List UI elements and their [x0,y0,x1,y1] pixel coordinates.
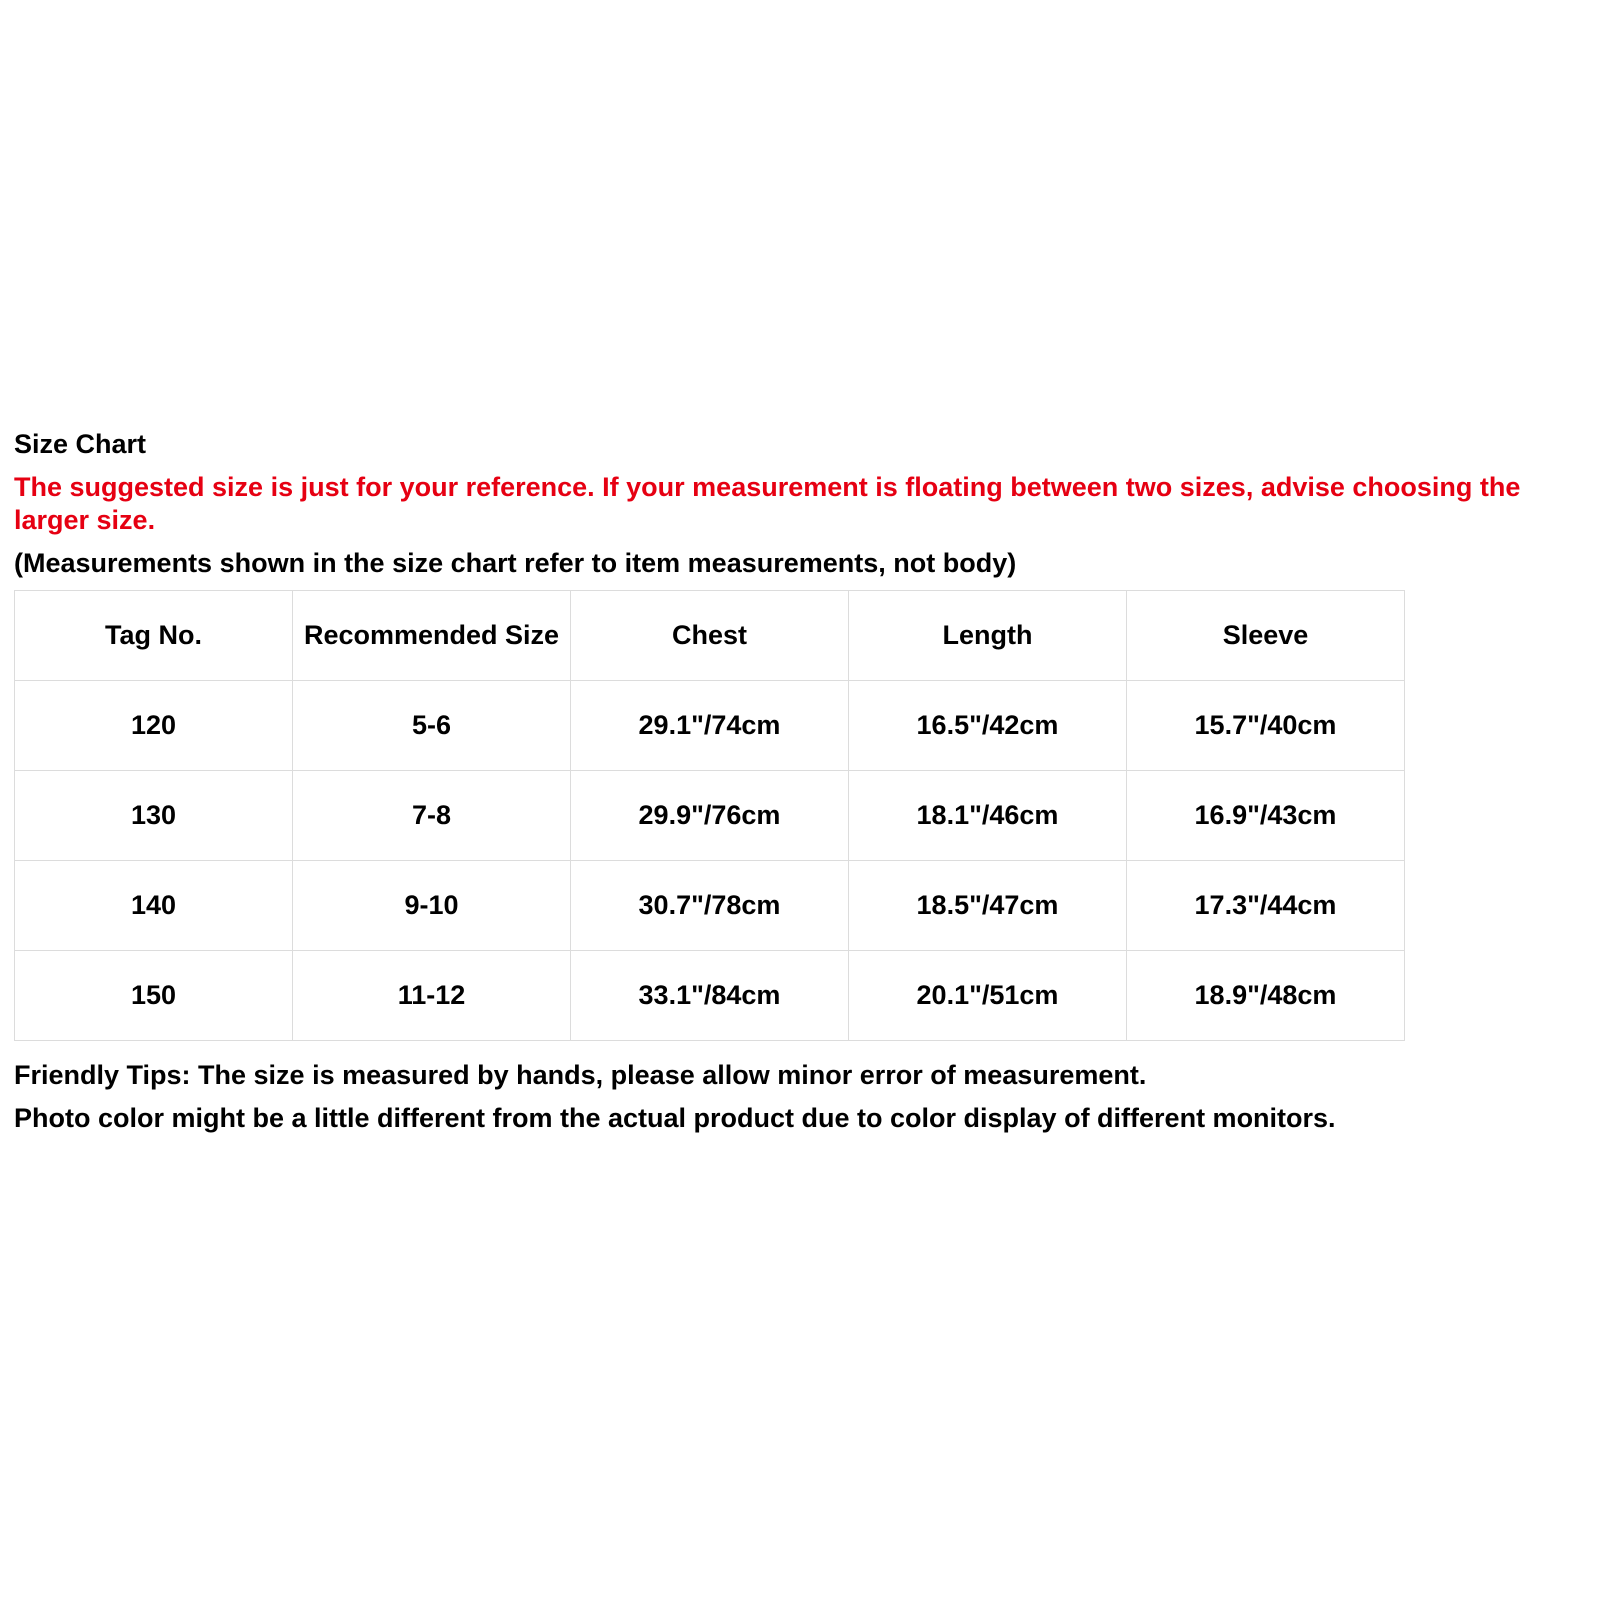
color-disclaimer: Photo color might be a little different from the actual product due to color display of different monitors. [14,1103,1336,1133]
cell-recommended-size: 11-12 [293,951,571,1041]
size-notice: The suggested size is just for your reference. If your measurement is floating between two sizes, advise choosing the larger size. [14,472,1521,535]
cell-length: 18.1"/46cm [849,771,1127,861]
footer-notes [14,1058,1574,1144]
cell-chest: 29.9"/76cm [571,771,849,861]
column-header-length: Length [849,591,1127,681]
column-header-tag-no: Tag No. [15,591,293,681]
measurement-note: (Measurements shown in the size chart refer to item measurements, not body) [14,548,1017,578]
size-chart-header [14,427,1574,580]
cell-length: 18.5"/47cm [849,861,1127,951]
cell-tag-no: 150 [15,951,293,1041]
table-row [15,861,1405,951]
cell-recommended-size: 7-8 [293,771,571,861]
cell-length: 20.1"/51cm [849,951,1127,1041]
cell-sleeve: 16.9"/43cm [1127,771,1405,861]
column-header-chest: Chest [571,591,849,681]
table-row [15,681,1405,771]
cell-tag-no: 120 [15,681,293,771]
cell-length: 16.5"/42cm [849,681,1127,771]
cell-tag-no: 130 [15,771,293,861]
cell-sleeve: 17.3"/44cm [1127,861,1405,951]
page-title: Size Chart [14,429,147,459]
cell-chest: 30.7"/78cm [571,861,849,951]
table-row [15,951,1405,1041]
size-table [14,590,1405,1041]
cell-recommended-size: 9-10 [293,861,571,951]
table-row [15,771,1405,861]
friendly-tip: Friendly Tips: The size is measured by hands, please allow minor error of measurement. [14,1060,1147,1090]
cell-tag-no: 140 [15,861,293,951]
cell-chest: 33.1"/84cm [571,951,849,1041]
cell-chest: 29.1"/74cm [571,681,849,771]
column-header-recommended-size: Recommended Size [293,591,571,681]
cell-sleeve: 15.7"/40cm [1127,681,1405,771]
cell-sleeve: 18.9"/48cm [1127,951,1405,1041]
cell-recommended-size: 5-6 [293,681,571,771]
table-header-row [15,591,1405,681]
column-header-sleeve: Sleeve [1127,591,1405,681]
